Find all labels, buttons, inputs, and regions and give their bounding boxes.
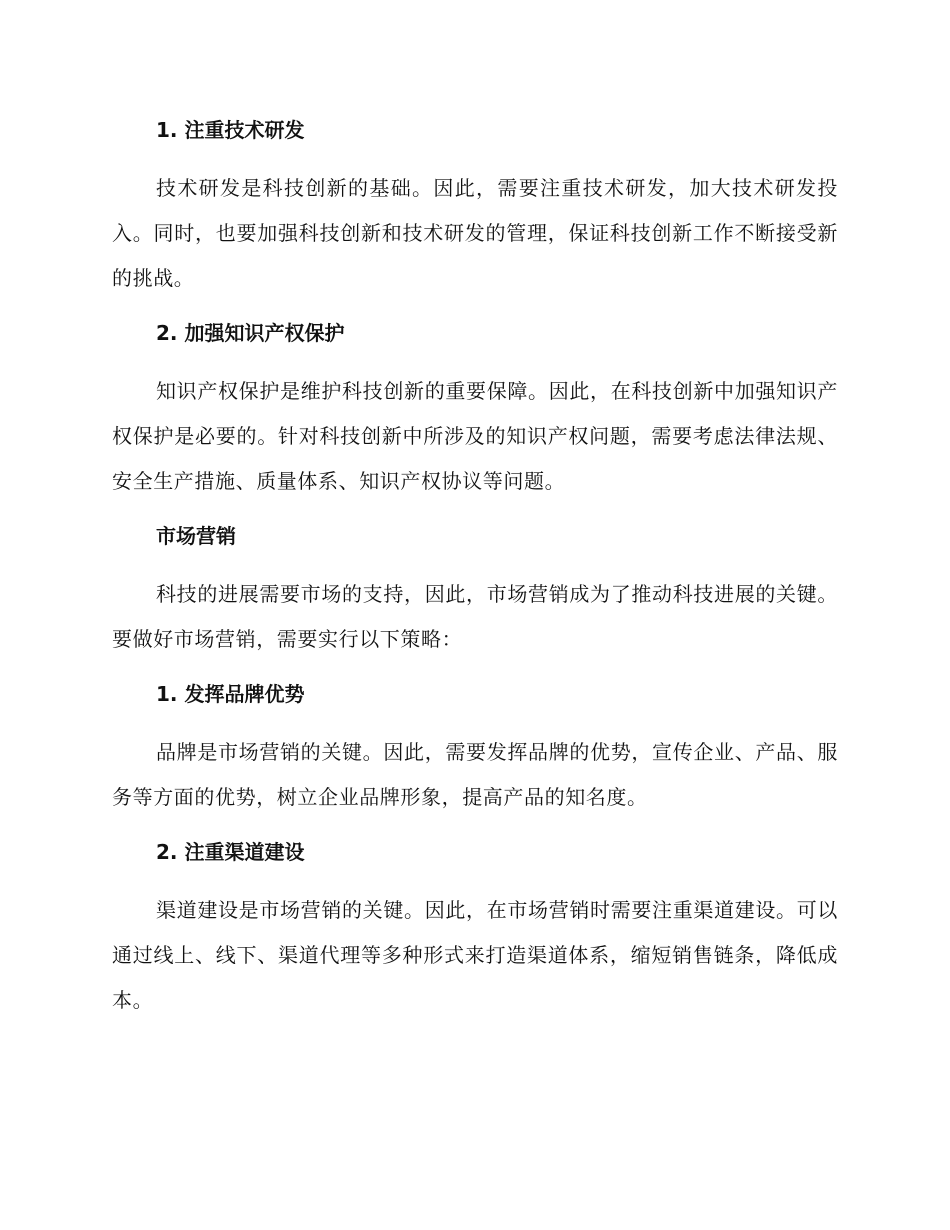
section-heading: 1. 发挥品牌优势 [156, 682, 305, 706]
section-heading: 2. 注重渠道建设 [156, 840, 305, 864]
section-ip-protection [112, 313, 838, 504]
section-paragraph: 科技的进展需要市场的支持，因此，市场营销成为了推动科技进展的关键。要做好市场营销，需要实行以下策略： [112, 582, 838, 651]
section-heading: 1. 注重技术研发 [156, 118, 305, 142]
section-paragraph: 渠道建设是市场营销的关键。因此，在市场营销时需要注重渠道建设。可以通过线上、线下、渠道代理等多种形式来打造渠道体系，缩短销售链条，降低成本。 [112, 898, 838, 1012]
section-channel-building [112, 832, 838, 1023]
section-paragraph: 知识产权保护是维护科技创新的重要保障。因此，在科技创新中加强知识产权保护是必要的。针对科技创新中所涉及的知识产权问题，需要考虑法律法规、安全生产措施、质量体系、知识产权协议等问题。 [112, 379, 838, 493]
section-tech-rd [112, 110, 838, 301]
section-paragraph: 品牌是市场营销的关键。因此，需要发挥品牌的优势，宣传企业、产品、服务等方面的优势，树立企业品牌形象，提高产品的知名度。 [112, 740, 838, 809]
section-heading: 2. 加强知识产权保护 [156, 321, 345, 345]
section-marketing [112, 516, 838, 662]
section-brand-advantage [112, 674, 838, 820]
section-paragraph: 技术研发是科技创新的基础。因此，需要注重技术研发，加大技术研发投入。同时，也要加强科技创新和技术研发的管理，保证科技创新工作不断接受新的挑战。 [112, 176, 838, 290]
section-heading: 市场营销 [156, 524, 236, 548]
